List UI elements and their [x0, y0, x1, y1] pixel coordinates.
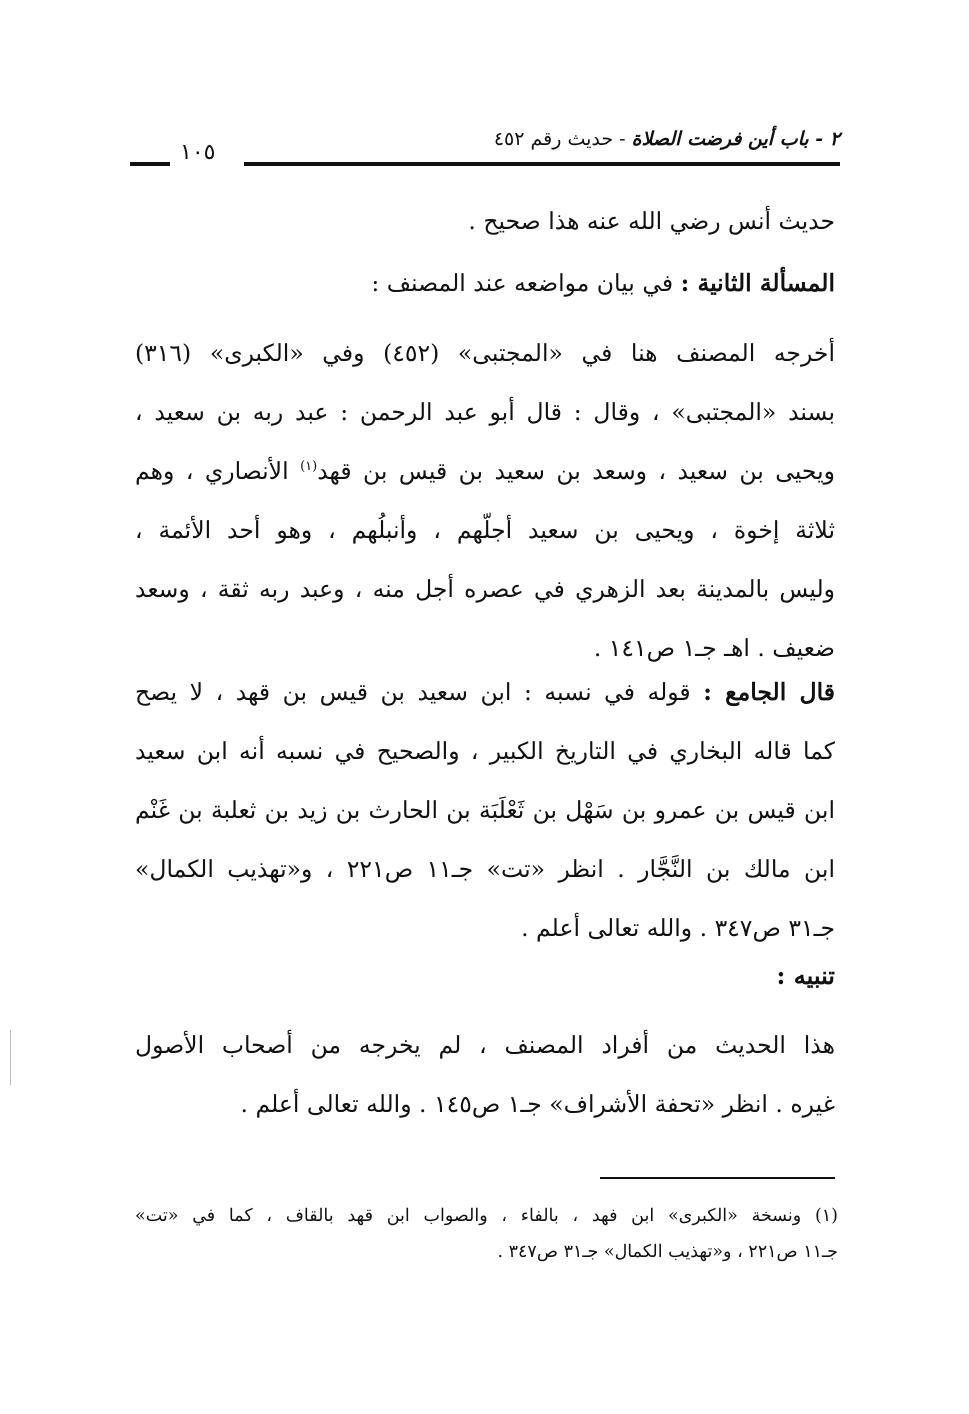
text-line: حديث أنس رضي الله عنه هذا صحيح . — [468, 207, 835, 235]
header-title — [494, 128, 840, 150]
paragraph-5 — [135, 946, 835, 1005]
notice-heading: تنبيه : — [776, 961, 835, 990]
text-span: قوله في نسبه : ابن سعيد بن قيس بن قهد ، لا يصح — [135, 678, 691, 706]
text-line: أخرجه المصنف هنا في «المجتبى» (٤٥٢) وفي «الكبرى» (٣١٦) — [135, 339, 835, 367]
header-dash — [130, 162, 170, 166]
footnote-marker[interactable]: (١) — [300, 459, 318, 475]
paragraph-1 — [135, 192, 835, 251]
running-header — [130, 128, 840, 168]
text-line — [135, 254, 835, 313]
text-line: ابن قيس بن عمرو بن سَهْل بن ثَعْلَبَة بن الحارث بن زيد بن ثعلبة بن غَنْم — [135, 796, 835, 824]
paragraph-6 — [135, 1016, 835, 1134]
footnote-rule — [600, 1177, 835, 1179]
footnote-line: (١) ونسخة «الكبرى» ابن فهد ، بالفاء ، والصواب ابن قهد بالقاف ، كما في «تت» — [135, 1206, 838, 1226]
paragraph-4 — [135, 663, 835, 958]
footnote — [135, 1198, 838, 1270]
header-rule — [244, 162, 840, 166]
text-line: هذا الحديث من أفراد المصنف ، لم يخرجه من أصحاب الأصول — [135, 1031, 835, 1059]
text-line: غيره . انظر «تحفة الأشراف» جـ١ ص١٤٥ . والله تعالى أعلم . — [240, 1090, 835, 1118]
text-line: جـ٣١ ص٣٤٧ . والله تعالى أعلم . — [521, 914, 835, 942]
chapter-title: ٢ - باب أين فرضت الصلاة — [631, 128, 840, 150]
text-line: بسند «المجتبى» ، وقال : قال أبو عبد الرحمن : عبد ربه بن سعيد ، — [135, 398, 835, 426]
section-text: في بيان مواضعه عند المصنف : — [371, 269, 674, 297]
hadith-number: - حديث رقم ٤٥٢ — [493, 128, 626, 150]
footnote-line: جـ١١ ص٢٢١ ، و«تهذيب الكمال» جـ٣١ ص٣٤٧ . — [497, 1242, 838, 1262]
page-number: ١٠٥ — [180, 140, 216, 165]
paragraph-2 — [135, 254, 835, 313]
paragraph-3 — [135, 324, 835, 678]
text-line: وليس بالمدينة بعد الزهري في عصره أجل منه ، وعبد ربه ثقة ، وسعد — [135, 575, 835, 603]
text-line: ضعيف . اهـ جـ١ ص١٤١ . — [593, 634, 835, 662]
text-span: الأنصاري ، وهم — [135, 457, 289, 485]
text-span: ويحيى بن سعيد ، وسعد بن سعيد بن قيس بن قهد — [317, 457, 835, 485]
section-heading: المسألة الثانية : — [680, 269, 835, 297]
text-line — [135, 663, 835, 722]
text-line: ابن مالك بن النَّجَّار . انظر «تت» جـ١١ ص٢٢١ ، و«تهذيب الكمال» — [135, 855, 835, 883]
scan-margin-line — [10, 1030, 11, 1085]
section-heading: قال الجامع : — [703, 678, 835, 706]
text-line: كما قاله البخاري في التاريخ الكبير ، والصحيح في نسبه أنه ابن سعيد — [135, 737, 835, 765]
text-line — [135, 442, 835, 501]
text-line: ثلاثة إخوة ، ويحيى بن سعيد أجلّهم ، وأنبلُهم ، وهو أحد الأئمة ، — [135, 516, 835, 544]
